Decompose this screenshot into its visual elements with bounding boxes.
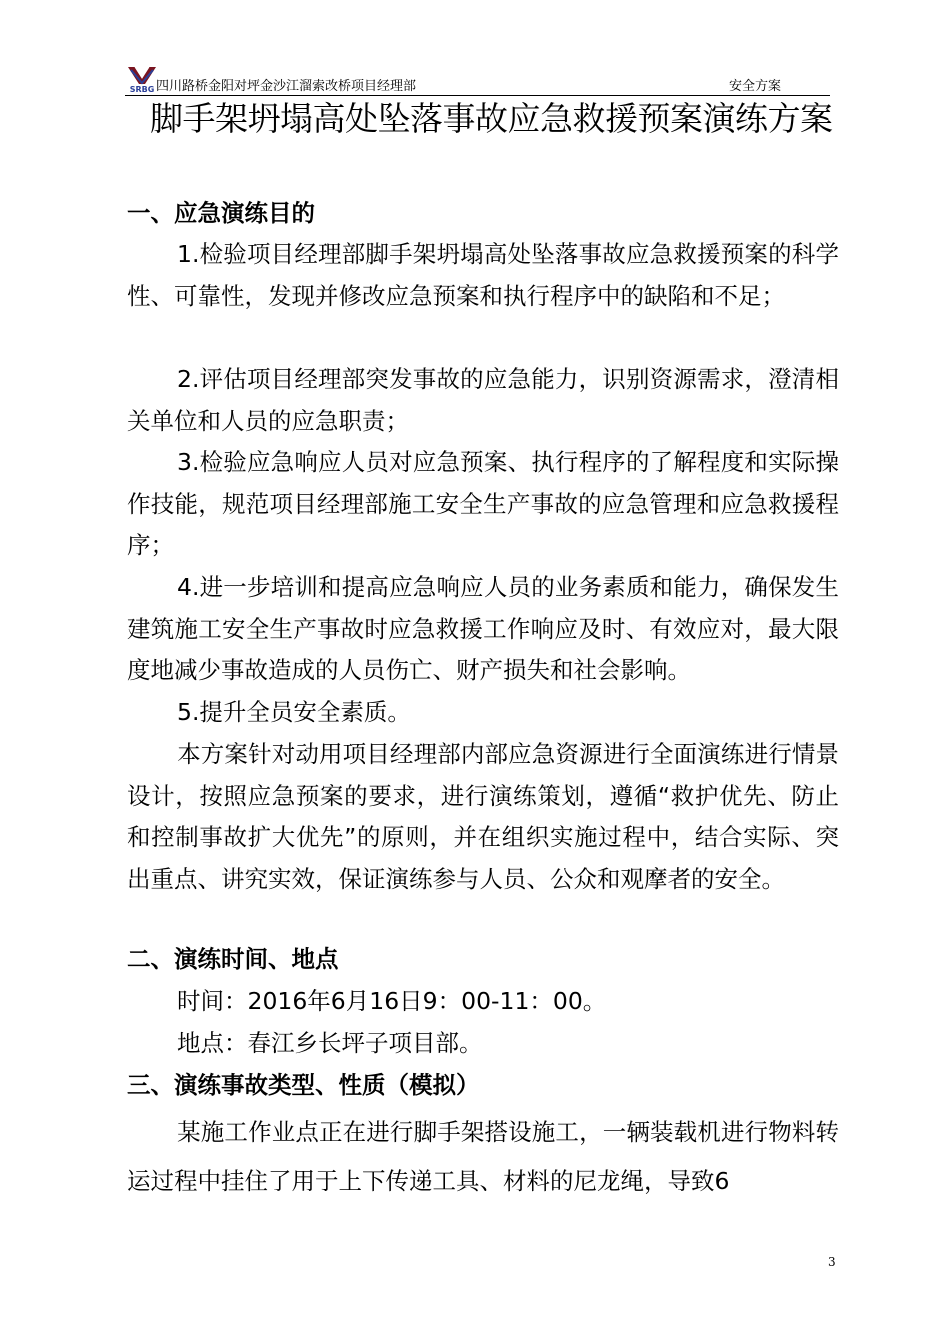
document-title: 脚手架坍塌高处坠落事故应急救援预案演练方案 [150,99,833,138]
paragraph-6: 本方案针对动用项目经理部内部应急资源进行全面演练进行情景设计，按照应急预案的要求，进行演练策划，遵循“救护优先、防止和控制事故扩大优先”的原则，并在组织实施过程中，结合实际、突出重点、讲究实效，保证演练参与人员、公众和观摩者的安全。 [127,740,839,894]
section-heading-1: 一、应急演练目的 [127,199,315,227]
header-organization: 四川路桥金阳对坪金沙江溜索改桥项目经理部 [156,79,417,94]
paragraph-7: 某施工作业点正在进行脚手架搭设施工，一辆装载机进行物料转运过程中挂住了用于上下传递工具、材料的尼龙绳，导致6 [127,1118,839,1195]
header-doc-type: 安全方案 [729,79,782,94]
paragraph-5: 5.提升全员安全素质。 [177,698,411,726]
drill-location: 地点：春江乡长坪子项目部。 [177,1029,483,1057]
section-heading-3: 三、演练事故类型、性质（模拟） [127,1071,480,1099]
svg-text:SRBG: SRBG [129,85,155,94]
paragraph-4: 4.进一步培训和提高应急响应人员的业务素质和能力，确保发生建筑施工安全生产事故时应急救援工作响应及时、有效应对，最大限度地减少事故造成的人员伤亡、财产损失和社会影响。 [127,573,839,685]
paragraph-3: 3.检验应急响应人员对应急预案、执行程序的了解程度和实际操作技能，规范项目经理部施工安全生产事故的应急管理和应急救援程序； [127,448,839,560]
drill-time: 时间：2016年6月16日9：00-11：00。 [177,987,607,1015]
srbg-logo-icon [125,64,159,94]
paragraph-1: 1.检验项目经理部脚手架坍塌高处坠落事故应急救援预案的科学性、可靠性，发现并修改应急预案和执行程序中的缺陷和不足； [127,240,839,310]
section-heading-2: 二、演练时间、地点 [127,945,339,973]
page-number: 3 [828,1255,836,1269]
paragraph-2: 2.评估项目经理部突发事故的应急能力，识别资源需求，澄清相关单位和人员的应急职责； [127,365,839,435]
page-header [125,64,830,96]
